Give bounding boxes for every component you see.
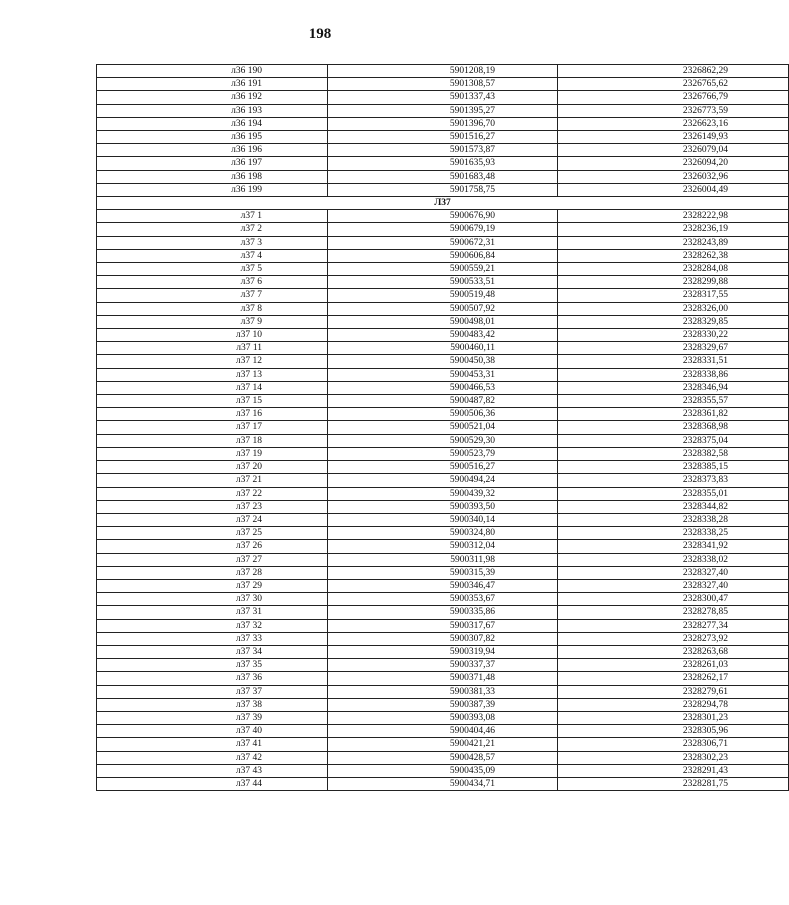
- group-header-row: [97, 197, 789, 210]
- point-id-cell: л37 37: [97, 685, 328, 698]
- point-id-cell: л37 40: [97, 725, 328, 738]
- table-row: [97, 355, 789, 368]
- point-id-cell: л37 13: [97, 368, 328, 381]
- point-id-cell: л36 191: [97, 78, 328, 91]
- y-coordinate-cell: 2328329,85: [558, 315, 789, 328]
- point-id-cell: л36 196: [97, 144, 328, 157]
- x-coordinate-cell: 5900679,19: [328, 223, 558, 236]
- x-coordinate-cell: 5900494,24: [328, 474, 558, 487]
- point-id-cell: л37 44: [97, 777, 328, 790]
- y-coordinate-cell: 2328327,40: [558, 579, 789, 592]
- point-id-cell: л37 42: [97, 751, 328, 764]
- y-coordinate-cell: 2326094,20: [558, 157, 789, 170]
- y-coordinate-cell: 2328341,92: [558, 540, 789, 553]
- x-coordinate-cell: 5900453,31: [328, 368, 558, 381]
- x-coordinate-cell: 5900393,50: [328, 500, 558, 513]
- table-row: [97, 447, 789, 460]
- y-coordinate-cell: 2328301,23: [558, 711, 789, 724]
- table-row: [97, 381, 789, 394]
- x-coordinate-cell: 5900529,30: [328, 434, 558, 447]
- y-coordinate-cell: 2328262,17: [558, 672, 789, 685]
- y-coordinate-cell: 2328317,55: [558, 289, 789, 302]
- y-coordinate-cell: 2328300,47: [558, 593, 789, 606]
- x-coordinate-cell: 5900404,46: [328, 725, 558, 738]
- y-coordinate-cell: 2328346,94: [558, 381, 789, 394]
- point-id-cell: л37 24: [97, 513, 328, 526]
- x-coordinate-cell: 5900312,04: [328, 540, 558, 553]
- point-id-cell: л37 33: [97, 632, 328, 645]
- table-row: [97, 395, 789, 408]
- table-row: [97, 78, 789, 91]
- point-id-cell: л37 12: [97, 355, 328, 368]
- table-row: [97, 527, 789, 540]
- table-row: [97, 751, 789, 764]
- y-coordinate-cell: 2328302,23: [558, 751, 789, 764]
- y-coordinate-cell: 2328385,15: [558, 461, 789, 474]
- x-coordinate-cell: 5900672,31: [328, 236, 558, 249]
- x-coordinate-cell: 5901683,48: [328, 170, 558, 183]
- x-coordinate-cell: 5900340,14: [328, 513, 558, 526]
- y-coordinate-cell: 2328327,40: [558, 566, 789, 579]
- point-id-cell: л37 31: [97, 606, 328, 619]
- x-coordinate-cell: 5901395,27: [328, 104, 558, 117]
- point-id-cell: л37 5: [97, 263, 328, 276]
- x-coordinate-cell: 5901396,70: [328, 117, 558, 130]
- point-id-cell: л36 195: [97, 131, 328, 144]
- x-coordinate-cell: 5901573,87: [328, 144, 558, 157]
- x-coordinate-cell: 5900319,94: [328, 645, 558, 658]
- x-coordinate-cell: 5900506,36: [328, 408, 558, 421]
- y-coordinate-cell: 2328330,22: [558, 329, 789, 342]
- x-coordinate-cell: 5900439,32: [328, 487, 558, 500]
- point-id-cell: л37 29: [97, 579, 328, 592]
- table-row: [97, 276, 789, 289]
- y-coordinate-cell: 2326773,59: [558, 104, 789, 117]
- x-coordinate-cell: 5900346,47: [328, 579, 558, 592]
- y-coordinate-cell: 2326765,62: [558, 78, 789, 91]
- point-id-cell: л37 7: [97, 289, 328, 302]
- x-coordinate-cell: 5900307,82: [328, 632, 558, 645]
- y-coordinate-cell: 2328273,92: [558, 632, 789, 645]
- point-id-cell: л37 4: [97, 249, 328, 262]
- table-row: [97, 606, 789, 619]
- x-coordinate-cell: 5900460,11: [328, 342, 558, 355]
- x-coordinate-cell: 5900559,21: [328, 263, 558, 276]
- table-row: [97, 342, 789, 355]
- x-coordinate-cell: 5901758,75: [328, 183, 558, 196]
- table-row: [97, 236, 789, 249]
- y-coordinate-cell: 2328355,01: [558, 487, 789, 500]
- y-coordinate-cell: 2328262,38: [558, 249, 789, 262]
- x-coordinate-cell: 5900450,38: [328, 355, 558, 368]
- point-id-cell: л36 197: [97, 157, 328, 170]
- point-id-cell: л37 9: [97, 315, 328, 328]
- x-coordinate-cell: 5900434,71: [328, 777, 558, 790]
- x-coordinate-cell: 5901208,19: [328, 65, 558, 78]
- table-row: [97, 659, 789, 672]
- x-coordinate-cell: 5900311,98: [328, 553, 558, 566]
- x-coordinate-cell: 5901337,43: [328, 91, 558, 104]
- x-coordinate-cell: 5900521,04: [328, 421, 558, 434]
- point-id-cell: л37 15: [97, 395, 328, 408]
- x-coordinate-cell: 5900387,39: [328, 698, 558, 711]
- table-row: [97, 263, 789, 276]
- x-coordinate-cell: 5900516,27: [328, 461, 558, 474]
- point-id-cell: л36 194: [97, 117, 328, 130]
- point-id-cell: л37 2: [97, 223, 328, 236]
- table-row: [97, 144, 789, 157]
- y-coordinate-cell: 2328305,96: [558, 725, 789, 738]
- y-coordinate-cell: 2328382,58: [558, 447, 789, 460]
- y-coordinate-cell: 2328279,61: [558, 685, 789, 698]
- y-coordinate-cell: 2328306,71: [558, 738, 789, 751]
- point-id-cell: л37 18: [97, 434, 328, 447]
- x-coordinate-cell: 5900381,33: [328, 685, 558, 698]
- point-id-cell: л37 16: [97, 408, 328, 421]
- point-id-cell: л37 43: [97, 764, 328, 777]
- table-row: [97, 579, 789, 592]
- y-coordinate-cell: 2328291,43: [558, 764, 789, 777]
- y-coordinate-cell: 2326079,04: [558, 144, 789, 157]
- x-coordinate-cell: 5900315,39: [328, 566, 558, 579]
- y-coordinate-cell: 2328277,34: [558, 619, 789, 632]
- table-row: [97, 65, 789, 78]
- x-coordinate-cell: 5900435,09: [328, 764, 558, 777]
- y-coordinate-cell: 2328338,28: [558, 513, 789, 526]
- y-coordinate-cell: 2326032,96: [558, 170, 789, 183]
- table-row: [97, 566, 789, 579]
- table-row: [97, 632, 789, 645]
- y-coordinate-cell: 2328243,89: [558, 236, 789, 249]
- table-row: [97, 434, 789, 447]
- point-id-cell: л37 19: [97, 447, 328, 460]
- x-coordinate-cell: 5900317,67: [328, 619, 558, 632]
- y-coordinate-cell: 2326766,79: [558, 91, 789, 104]
- x-coordinate-cell: 5901308,57: [328, 78, 558, 91]
- table-row: [97, 672, 789, 685]
- table-row: [97, 619, 789, 632]
- y-coordinate-cell: 2328294,78: [558, 698, 789, 711]
- point-id-cell: л37 8: [97, 302, 328, 315]
- table-row: [97, 329, 789, 342]
- table-row: [97, 249, 789, 262]
- x-coordinate-cell: 5900498,01: [328, 315, 558, 328]
- x-coordinate-cell: 5900519,48: [328, 289, 558, 302]
- coordinates-table: [96, 64, 789, 791]
- x-coordinate-cell: 5900523,79: [328, 447, 558, 460]
- x-coordinate-cell: 5900353,67: [328, 593, 558, 606]
- point-id-cell: л36 192: [97, 91, 328, 104]
- table-row: [97, 289, 789, 302]
- table-row: [97, 302, 789, 315]
- y-coordinate-cell: 2326149,93: [558, 131, 789, 144]
- y-coordinate-cell: 2328278,85: [558, 606, 789, 619]
- table-row: [97, 170, 789, 183]
- x-coordinate-cell: 5900507,92: [328, 302, 558, 315]
- y-coordinate-cell: 2328344,82: [558, 500, 789, 513]
- table-row: [97, 315, 789, 328]
- group-label: Л37: [97, 197, 789, 210]
- y-coordinate-cell: 2328326,00: [558, 302, 789, 315]
- point-id-cell: л37 3: [97, 236, 328, 249]
- table-row: [97, 474, 789, 487]
- y-coordinate-cell: 2328222,98: [558, 210, 789, 223]
- point-id-cell: л37 35: [97, 659, 328, 672]
- table-row: [97, 91, 789, 104]
- table-row: [97, 117, 789, 130]
- table-row: [97, 461, 789, 474]
- x-coordinate-cell: 5901635,93: [328, 157, 558, 170]
- point-id-cell: л37 41: [97, 738, 328, 751]
- y-coordinate-cell: 2328281,75: [558, 777, 789, 790]
- point-id-cell: л37 1: [97, 210, 328, 223]
- x-coordinate-cell: 5900533,51: [328, 276, 558, 289]
- y-coordinate-cell: 2328338,25: [558, 527, 789, 540]
- coordinates-table-body: [97, 65, 789, 791]
- table-row: [97, 131, 789, 144]
- y-coordinate-cell: 2326623,16: [558, 117, 789, 130]
- point-id-cell: л37 21: [97, 474, 328, 487]
- table-row: [97, 777, 789, 790]
- point-id-cell: л36 199: [97, 183, 328, 196]
- table-row: [97, 210, 789, 223]
- x-coordinate-cell: 5900393,08: [328, 711, 558, 724]
- point-id-cell: л37 36: [97, 672, 328, 685]
- x-coordinate-cell: 5900483,42: [328, 329, 558, 342]
- page-number: 198: [308, 26, 332, 42]
- x-coordinate-cell: 5900487,82: [328, 395, 558, 408]
- point-id-cell: л37 14: [97, 381, 328, 394]
- y-coordinate-cell: 2328338,02: [558, 553, 789, 566]
- table-row: [97, 645, 789, 658]
- point-id-cell: л37 20: [97, 461, 328, 474]
- point-id-cell: л37 25: [97, 527, 328, 540]
- x-coordinate-cell: 5900337,37: [328, 659, 558, 672]
- table-row: [97, 157, 789, 170]
- point-id-cell: л37 39: [97, 711, 328, 724]
- point-id-cell: л37 23: [97, 500, 328, 513]
- y-coordinate-cell: 2328375,04: [558, 434, 789, 447]
- x-coordinate-cell: 5900421,21: [328, 738, 558, 751]
- y-coordinate-cell: 2328236,19: [558, 223, 789, 236]
- table-row: [97, 764, 789, 777]
- table-row: [97, 540, 789, 553]
- y-coordinate-cell: 2326004,49: [558, 183, 789, 196]
- point-id-cell: л37 34: [97, 645, 328, 658]
- table-row: [97, 553, 789, 566]
- point-id-cell: л36 193: [97, 104, 328, 117]
- table-row: [97, 725, 789, 738]
- table-row: [97, 408, 789, 421]
- point-id-cell: л36 198: [97, 170, 328, 183]
- table-row: [97, 500, 789, 513]
- x-coordinate-cell: 5900606,84: [328, 249, 558, 262]
- point-id-cell: л37 26: [97, 540, 328, 553]
- x-coordinate-cell: 5900324,80: [328, 527, 558, 540]
- y-coordinate-cell: 2328355,57: [558, 395, 789, 408]
- point-id-cell: л37 6: [97, 276, 328, 289]
- point-id-cell: л37 22: [97, 487, 328, 500]
- table-row: [97, 685, 789, 698]
- table-row: [97, 104, 789, 117]
- table-row: [97, 711, 789, 724]
- x-coordinate-cell: 5900335,86: [328, 606, 558, 619]
- y-coordinate-cell: 2328263,68: [558, 645, 789, 658]
- y-coordinate-cell: 2328261,03: [558, 659, 789, 672]
- x-coordinate-cell: 5900466,53: [328, 381, 558, 394]
- table-row: [97, 183, 789, 196]
- table-row: [97, 223, 789, 236]
- y-coordinate-cell: 2328331,51: [558, 355, 789, 368]
- x-coordinate-cell: 5901516,27: [328, 131, 558, 144]
- y-coordinate-cell: 2328299,88: [558, 276, 789, 289]
- x-coordinate-cell: 5900676,90: [328, 210, 558, 223]
- point-id-cell: л37 11: [97, 342, 328, 355]
- table-row: [97, 593, 789, 606]
- y-coordinate-cell: 2328338,86: [558, 368, 789, 381]
- x-coordinate-cell: 5900428,57: [328, 751, 558, 764]
- table-row: [97, 368, 789, 381]
- point-id-cell: л37 30: [97, 593, 328, 606]
- point-id-cell: л37 17: [97, 421, 328, 434]
- table-row: [97, 421, 789, 434]
- y-coordinate-cell: 2328329,67: [558, 342, 789, 355]
- y-coordinate-cell: 2328373,83: [558, 474, 789, 487]
- y-coordinate-cell: 2328368,98: [558, 421, 789, 434]
- y-coordinate-cell: 2328361,82: [558, 408, 789, 421]
- point-id-cell: л37 10: [97, 329, 328, 342]
- point-id-cell: л37 28: [97, 566, 328, 579]
- table-row: [97, 487, 789, 500]
- point-id-cell: л37 27: [97, 553, 328, 566]
- table-row: [97, 513, 789, 526]
- table-row: [97, 738, 789, 751]
- y-coordinate-cell: 2328284,08: [558, 263, 789, 276]
- point-id-cell: л37 32: [97, 619, 328, 632]
- point-id-cell: л36 190: [97, 65, 328, 78]
- table-row: [97, 698, 789, 711]
- point-id-cell: л37 38: [97, 698, 328, 711]
- x-coordinate-cell: 5900371,48: [328, 672, 558, 685]
- y-coordinate-cell: 2326862,29: [558, 65, 789, 78]
